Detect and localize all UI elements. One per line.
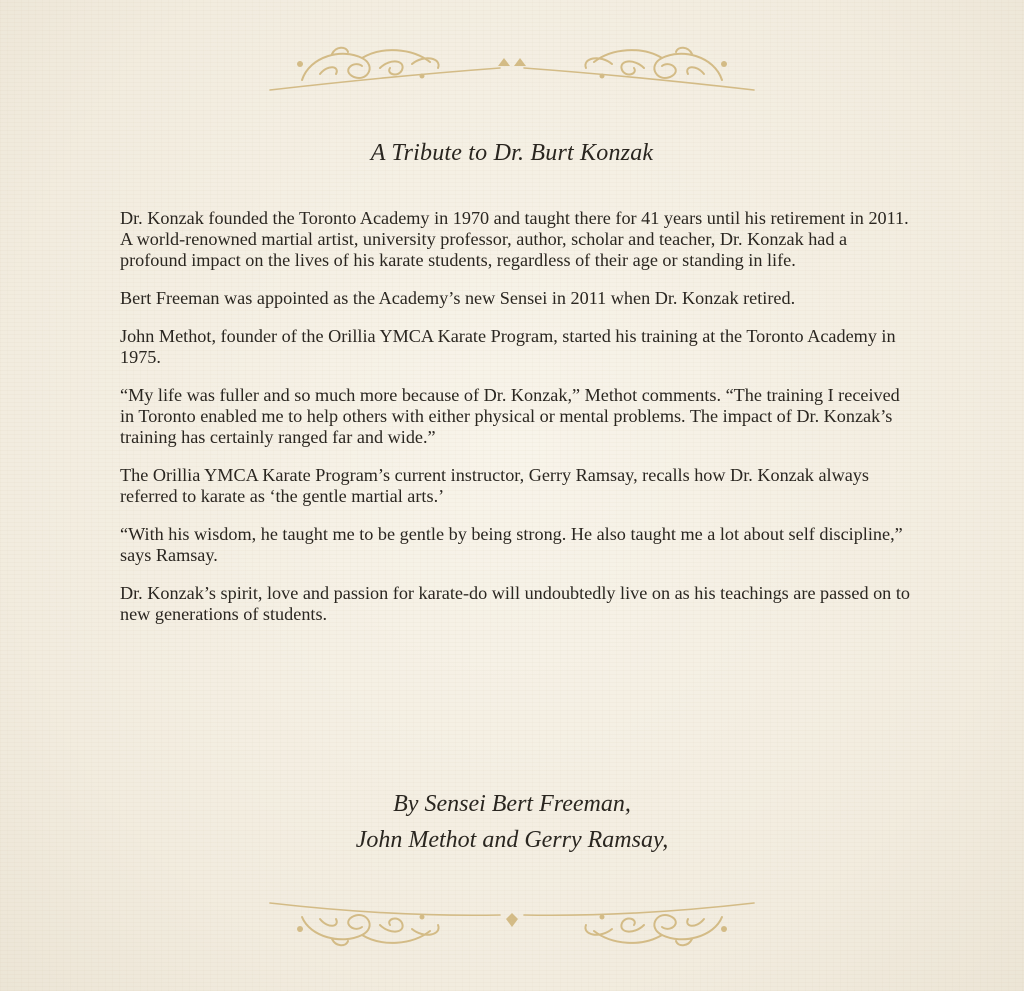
signature-line-2: John Methot and Gerry Ramsay,	[355, 827, 669, 853]
top-flourish-icon	[262, 40, 762, 100]
paragraph-4: “My life was fuller and so much more because of Dr. Konzak,” Methot comments. “The training I received in Toronto enabled me to help others with either physical or mental problems. The impact of Dr. Konzak’s training has certainly ranged far and wide.”	[120, 385, 900, 447]
paragraph-2: Bert Freeman was appointed as the Academy’s new Sensei in 2011 when Dr. Konzak retired.	[120, 288, 796, 308]
signature-block	[0, 786, 1024, 858]
page-title: A Tribute to Dr. Burt Konzak	[370, 140, 654, 166]
paragraph-1: Dr. Konzak founded the Toronto Academy in 1970 and taught there for 41 years until his retirement in 2011. A world-renowned martial artist, university professor, author, scholar and teacher, Dr. Konzak had a profound impact on the lives of his karate students, regardless of their age or standing in life.	[120, 208, 909, 270]
signature-line-1: By Sensei Bert Freeman,	[393, 791, 631, 817]
bottom-flourish-icon	[262, 893, 762, 953]
paragraph-5: The Orillia YMCA Karate Program’s current instructor, Gerry Ramsay, recalls how Dr. Konzak always referred to karate as ‘the gentle martial arts.’	[120, 465, 869, 506]
paragraph-7: Dr. Konzak’s spirit, love and passion for karate-do will undoubtedly live on as his teachings are passed on to new generations of students.	[120, 583, 910, 624]
paragraph-6: “With his wisdom, he taught me to be gentle by being strong. He also taught me a lot about self discipline,” says Ramsay.	[120, 524, 903, 565]
paragraph-3: John Methot, founder of the Orillia YMCA Karate Program, started his training at the Toronto Academy in 1975.	[120, 326, 896, 367]
article-body	[120, 208, 910, 642]
